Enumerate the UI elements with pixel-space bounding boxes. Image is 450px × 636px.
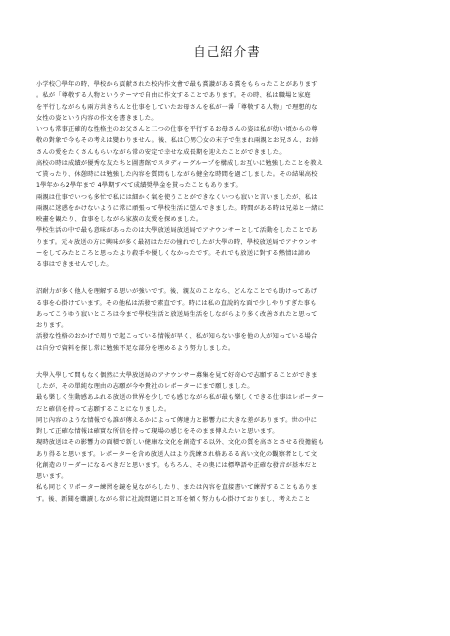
text-line: ります。元々放送の方に興味が多く最初はただの憧れでしたが大學の時、學校放送局でアナウンサ	[36, 238, 318, 246]
text-line: 最も樂しく生動感あふれる放送の世界を少しでも感じながら私が最も樂しくできる仕事はレポーター	[36, 394, 324, 402]
text-line: おります。	[36, 322, 68, 329]
text-line: 敬の對象で今もその考えは變わりません。後、私は〇男〇女の末子で生まれ兩親とお兄さん、お姉	[36, 137, 319, 145]
text-line: 高校の時は成績が優秀な友たちと圖書館でスタディーグループを構成しお互いに勉強したことを教え	[36, 159, 323, 167]
text-line: を平行しながらも兩方共きちんと仕事をしていたお母さんを私が一番「尊敬する人物」で理想的な	[36, 103, 318, 111]
text-line: さんの愛をたくさんもらいながら常の安定で幸せな成長期を迎えたことができました。	[36, 148, 286, 156]
text-line: 大學入學して間もなく偶然に大學放送局のアナウンサー募集を見て好奇心で志願することができま	[36, 371, 318, 379]
text-line: したが、その單純な理由の志願が今や貴社のレポーターにまで願しました。	[36, 383, 254, 390]
text-line: 映畫を観たり、食事をしながら家族の友愛を探めました。	[36, 216, 203, 223]
text-line: 化創造のリーダーになるべきだと思います。もちろん、その奧には標準語や正確な發音が基本だと	[36, 461, 318, 469]
text-line: ーをしてみたところと思ったより殺手や優しくなかったです。それでも放送に對する熱情は諦め	[36, 249, 311, 257]
text-line: す。後、新聞を購讀しながら常に社說問題に目と耳を傾く努力も心掛けておりまし、考えたこと	[36, 495, 311, 503]
document-title: 自己紹介書	[193, 44, 261, 59]
paragraph	[36, 286, 418, 354]
paragraph	[36, 370, 418, 505]
text-line: 1學年から2學年まで 4學期すべて成績奨學金を貰ったこともあります。	[36, 182, 242, 190]
paragraph	[36, 79, 418, 270]
text-line: 思います。	[36, 473, 68, 480]
document-body	[36, 79, 418, 505]
text-line: 活發な性格のおかげで周りで起こっている情報が早く、私が知らない事を他の人が知っている場合	[36, 333, 318, 341]
text-line: 學校生活の中で最も意味があったのは大學放送局放送局でアナウンサーとして活動をしたことであ	[36, 227, 318, 235]
text-line: 對して正確な情報は確實な所信を持って現場の感じをそのまま傳えたいと思います。	[36, 428, 279, 435]
text-line: 女性の姿という内容の作文を書きました。	[36, 114, 158, 122]
text-line: だと確信を持って志願することになりました。	[36, 405, 171, 413]
text-line: あり得ると思います。レポーターを含め放送人はより洗練され格あるる高い文化の觀察者として文	[36, 450, 318, 458]
text-line: 小学校〇學年の時、學校から貢献された校内作文會で最も賞讃がある賞をもらったことがあります	[36, 81, 318, 88]
text-line: いつも常事正確的な性格主のお父さんと二つの仕事を平行するお母さんの姿は私が幼い頃からの尊	[36, 126, 318, 133]
text-line: 兩親に迷惑をかけないように常に頑張って學校生活に望んできました。時間がある時は兄弟と一緒に	[36, 204, 324, 212]
text-line: て貰ったり、休憩時には勉強した內容を質問もしながら健全な時間を過ごしました。その結果高校	[36, 171, 318, 178]
text-line: 同じ內容のような情報でも誰が傳えるかによって傳達力と影響力に大きな差があります。世の中に	[36, 416, 318, 424]
text-line: 兩親は仕事でいつも多忙で私には細かく氣を使うことができなくいつも寂いと言いましたが、私は	[36, 193, 318, 201]
text-line: 。私が「尊敬する人物というテーマで自由に作文することであります。その時、私は職場と家庭	[36, 92, 311, 100]
text-line: は自分で資料を探し常に勉強不足な部分を埋めるよう努力しました。	[36, 344, 235, 352]
text-line: る事はできませんでした。	[36, 261, 113, 268]
text-line: る事を心掛けています。その他私は活發で素直です。時には私の直說的な面で少しやりすぎた事も	[36, 299, 317, 307]
text-line: 現時放送はその影響力の面積で新しい健康な文化を創造する以外、文化の質を高さとさせる役擔能も	[36, 439, 324, 447]
text-line: 沼耐力が多く他人を理解する思いが強いです。後、親友のことなら、どんなことでも助けってあげ	[36, 288, 318, 296]
text-line: 私も同じくリポーター練習を鏡を見ながらしたり、または內容を直接書いて練習することもありま	[36, 484, 318, 492]
text-line: あってこうゆう寂いところは今まで學校生活と放送局生活をしながらより多く改善されたと思って	[36, 310, 318, 318]
